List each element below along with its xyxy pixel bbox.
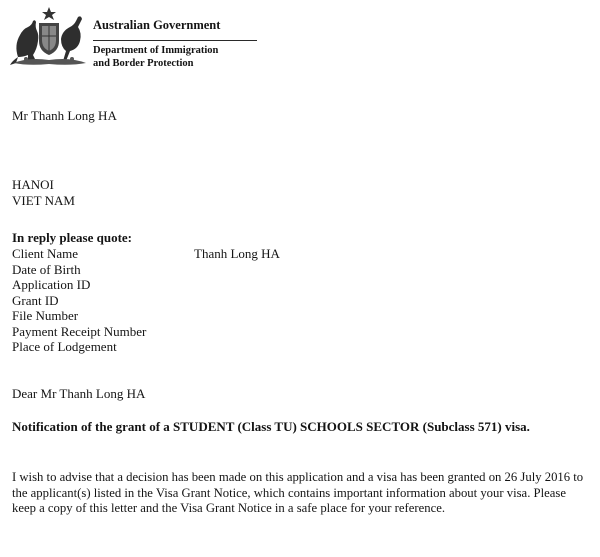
body-paragraph: I wish to advise that a decision has been made on this application and a visa has been granted on 26 July 2016 to the applicant(s) listed in the Visa Grant Notice, which contains important information about your visa. Please keep a copy of this letter and the Visa Grant Notice in a safe place for your reference. bbox=[12, 470, 584, 516]
subject-line: Notification of the grant of a STUDENT (Class TU) SCHOOLS SECTOR (Subclass 571) visa. bbox=[12, 419, 530, 434]
field-place-of-lodgement-label: Place of Lodgement bbox=[12, 339, 117, 354]
department-line-1: Department of Immigration bbox=[93, 45, 219, 56]
field-client-name-value: Thanh Long HA bbox=[194, 246, 280, 261]
government-name: Australian Government bbox=[93, 18, 221, 32]
department-name bbox=[93, 45, 293, 70]
field-application-id-label: Application ID bbox=[12, 277, 91, 292]
reply-quote-fields bbox=[12, 246, 146, 355]
field-payment-receipt-label: Payment Receipt Number bbox=[12, 323, 147, 339]
addressee-name: Mr Thanh Long HA bbox=[12, 108, 117, 123]
reply-quote-heading: In reply please quote: bbox=[12, 230, 133, 245]
salutation: Dear Mr Thanh Long HA bbox=[12, 386, 146, 401]
field-date-of-birth-label: Date of Birth bbox=[12, 261, 81, 277]
addressee-country: VIET NAM bbox=[12, 193, 75, 208]
field-client-name-label: Client Name bbox=[12, 246, 79, 261]
coat-of-arms-icon bbox=[8, 5, 90, 67]
letterhead-rule bbox=[93, 40, 257, 41]
field-file-number-label: File Number bbox=[12, 308, 79, 323]
department-line-2: and Border Protection bbox=[93, 57, 194, 69]
field-grant-id-label: Grant ID bbox=[12, 292, 59, 308]
addressee-city: HANOI bbox=[12, 177, 54, 192]
